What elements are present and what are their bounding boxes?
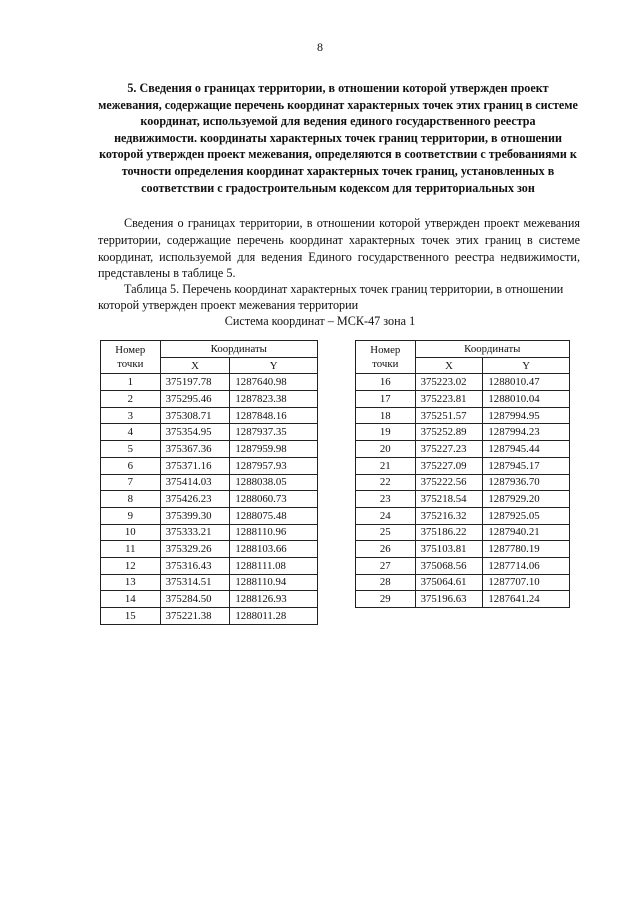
x-coordinate-cell: 375222.56 (415, 474, 483, 491)
point-number-cell: 21 (356, 457, 416, 474)
x-coordinate-cell: 375308.71 (160, 407, 230, 424)
table-row (101, 457, 318, 474)
x-coordinate-cell: 375218.54 (415, 491, 483, 508)
point-number-cell: 27 (356, 557, 416, 574)
y-coordinate-cell: 1287925.05 (483, 507, 570, 524)
table-row (356, 424, 570, 441)
table-row (356, 557, 570, 574)
point-number-cell: 15 (101, 608, 161, 625)
point-number-header-line1: Номер (115, 344, 146, 357)
table-row (356, 457, 570, 474)
table-row (356, 474, 570, 491)
point-number-cell: 3 (101, 407, 161, 424)
table-row (356, 407, 570, 424)
y-coordinate-cell: 1287714.06 (483, 557, 570, 574)
table-row (101, 374, 318, 391)
y-coordinate-cell: 1288010.47 (483, 374, 570, 391)
point-number-cell: 17 (356, 391, 416, 408)
x-coordinate-cell: 375223.02 (415, 374, 483, 391)
table-row (101, 591, 318, 608)
x-coordinate-cell: 375284.50 (160, 591, 230, 608)
table-row (356, 591, 570, 608)
table-row (101, 574, 318, 591)
y-coordinate-cell: 1287994.95 (483, 407, 570, 424)
table-row (101, 441, 318, 458)
x-coordinate-cell: 375103.81 (415, 541, 483, 558)
y-coordinate-cell: 1287929.20 (483, 491, 570, 508)
coordinates-table-left-body (101, 374, 318, 624)
point-number-cell: 24 (356, 507, 416, 524)
table-row (356, 441, 570, 458)
y-coordinate-cell: 1288010.04 (483, 391, 570, 408)
y-coordinate-cell: 1288110.96 (230, 524, 318, 541)
x-coordinate-cell: 375316.43 (160, 557, 230, 574)
section-heading: 5. Сведения о границах территории, в отношении которой утвержден проект межевания, содержащие перечень координат характерных точек этих границ в системе координат, используемой для ведения единого государственного реестра недвижимости. координаты характерных точек границ территории, в отношении которой утвержден проект межевания, определяются в соответствии с требованиями к точности определения координат характерных точек границ, установленных в соответствии с градостроительным кодексом для территориальных зон (98, 81, 578, 195)
y-coordinate-cell: 1288110.94 (230, 574, 318, 591)
point-number-header-line1: Номер (370, 344, 401, 357)
y-coordinate-cell: 1287994.23 (483, 424, 570, 441)
y-coordinate-cell: 1287823.38 (230, 391, 318, 408)
point-number-header (356, 341, 416, 374)
x-coordinate-cell: 375221.38 (160, 608, 230, 625)
table-row (356, 391, 570, 408)
x-coordinate-cell: 375064.61 (415, 574, 483, 591)
point-number-cell: 7 (101, 474, 161, 491)
y-coordinate-cell: 1287641.24 (483, 591, 570, 608)
table-row (101, 524, 318, 541)
point-number-cell: 1 (101, 374, 161, 391)
y-coordinate-cell: 1288038.05 (230, 474, 318, 491)
y-coordinate-cell: 1287945.17 (483, 457, 570, 474)
table-caption: Таблица 5. Перечень координат характерных точек границ территории, в отношении которой утвержден проект межевания территории (98, 282, 564, 312)
point-number-cell: 6 (101, 457, 161, 474)
y-coordinate-cell: 1288011.28 (230, 608, 318, 625)
x-coordinate-cell: 375252.89 (415, 424, 483, 441)
table-row (101, 391, 318, 408)
point-number-cell: 9 (101, 507, 161, 524)
x-coordinate-cell: 375227.23 (415, 441, 483, 458)
table-row (101, 608, 318, 625)
x-coordinate-cell: 375223.81 (415, 391, 483, 408)
point-number-cell: 11 (101, 541, 161, 558)
point-number-cell: 4 (101, 424, 161, 441)
point-number-cell: 8 (101, 491, 161, 508)
y-coordinate-cell: 1288103.66 (230, 541, 318, 558)
point-number-cell: 19 (356, 424, 416, 441)
y-coordinate-cell: 1287959.98 (230, 441, 318, 458)
y-coordinate-cell: 1288126.93 (230, 591, 318, 608)
table-row (101, 474, 318, 491)
y-coordinate-cell: 1287937.35 (230, 424, 318, 441)
y-coordinate-cell: 1287940.21 (483, 524, 570, 541)
table-row (101, 407, 318, 424)
point-number-cell: 26 (356, 541, 416, 558)
table-row (101, 491, 318, 508)
y-coordinate-cell: 1287780.19 (483, 541, 570, 558)
table-row (356, 507, 570, 524)
table-row (356, 374, 570, 391)
x-coordinate-cell: 375367.36 (160, 441, 230, 458)
table-row (356, 541, 570, 558)
y-coordinate-cell: 1288075.48 (230, 507, 318, 524)
point-number-header (101, 341, 161, 374)
point-number-cell: 13 (101, 574, 161, 591)
table-row (356, 574, 570, 591)
x-coordinate-cell: 375197.78 (160, 374, 230, 391)
point-number-cell: 10 (101, 524, 161, 541)
table-row (101, 424, 318, 441)
coordinate-system-label: Система координат – МСК-47 зона 1 (224, 314, 416, 328)
table-row (101, 541, 318, 558)
coordinates-table-right-body (356, 374, 570, 608)
y-coordinate-cell: 1288060.73 (230, 491, 318, 508)
x-coordinate-cell: 375295.46 (160, 391, 230, 408)
point-number-cell: 23 (356, 491, 416, 508)
y-header: Y (483, 357, 570, 374)
table-row (356, 491, 570, 508)
x-coordinate-cell: 375371.16 (160, 457, 230, 474)
x-header: X (160, 357, 230, 374)
x-coordinate-cell: 375314.51 (160, 574, 230, 591)
x-coordinate-cell: 375426.23 (160, 491, 230, 508)
y-coordinate-cell: 1288111.08 (230, 557, 318, 574)
coordinates-table-left (100, 340, 318, 625)
table-row (101, 557, 318, 574)
coordinates-header: Координаты (415, 341, 569, 358)
x-coordinate-cell: 375329.26 (160, 541, 230, 558)
point-number-cell: 28 (356, 574, 416, 591)
point-number-cell: 12 (101, 557, 161, 574)
x-coordinate-cell: 375186.22 (415, 524, 483, 541)
x-coordinate-cell: 375196.63 (415, 591, 483, 608)
y-coordinate-cell: 1287945.44 (483, 441, 570, 458)
x-coordinate-cell: 375068.56 (415, 557, 483, 574)
point-number-cell: 18 (356, 407, 416, 424)
y-coordinate-cell: 1287707.10 (483, 574, 570, 591)
y-coordinate-cell: 1287936.70 (483, 474, 570, 491)
x-header: X (415, 357, 483, 374)
page-number: 8 (317, 40, 323, 54)
point-number-cell: 5 (101, 441, 161, 458)
y-coordinate-cell: 1287640.98 (230, 374, 318, 391)
point-number-cell: 14 (101, 591, 161, 608)
x-coordinate-cell: 375251.57 (415, 407, 483, 424)
x-coordinate-cell: 375216.32 (415, 507, 483, 524)
y-header: Y (230, 357, 318, 374)
x-coordinate-cell: 375227.09 (415, 457, 483, 474)
table-row (356, 524, 570, 541)
point-number-header-line2: точки (372, 358, 399, 371)
point-number-cell: 25 (356, 524, 416, 541)
point-number-cell: 2 (101, 391, 161, 408)
x-coordinate-cell: 375399.30 (160, 507, 230, 524)
x-coordinate-cell: 375414.03 (160, 474, 230, 491)
x-coordinate-cell: 375333.21 (160, 524, 230, 541)
point-number-cell: 20 (356, 441, 416, 458)
x-coordinate-cell: 375354.95 (160, 424, 230, 441)
coordinates-table-right (355, 340, 570, 608)
point-number-header-line2: точки (117, 358, 144, 371)
y-coordinate-cell: 1287848.16 (230, 407, 318, 424)
table-row (101, 507, 318, 524)
y-coordinate-cell: 1287957.93 (230, 457, 318, 474)
point-number-cell: 22 (356, 474, 416, 491)
coordinates-header: Координаты (160, 341, 317, 358)
body-paragraph: Сведения о границах территории, в отношении которой утвержден проект межевания территории, содержащие перечень координат характерных точек этих границ в системе координат, используемой для ведения Единого государственного реестра недвижимости, представлены в таблице 5. (98, 216, 580, 281)
point-number-cell: 29 (356, 591, 416, 608)
point-number-cell: 16 (356, 374, 416, 391)
